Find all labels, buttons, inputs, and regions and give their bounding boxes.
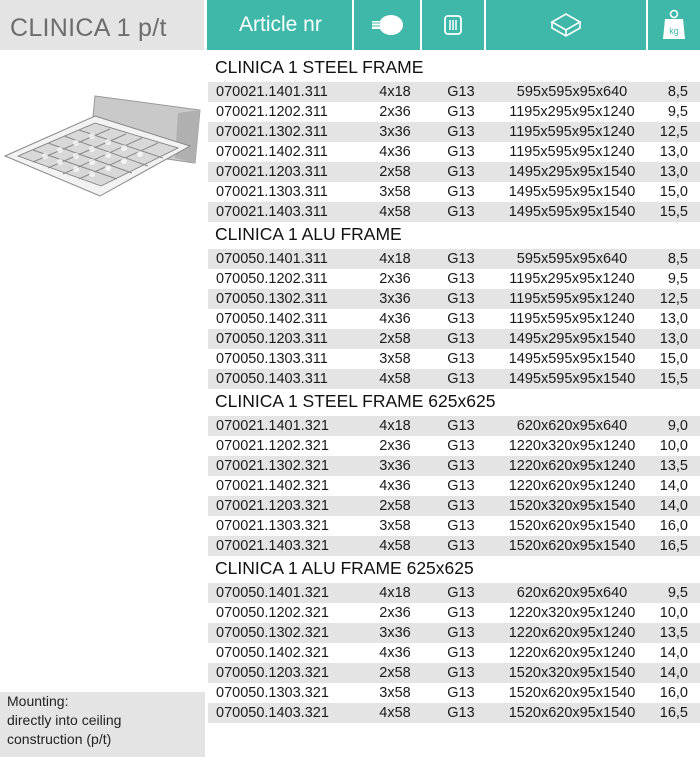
table-row [208,182,700,202]
socket-type-cell: G13 [447,84,475,100]
lamp-type-cell: 2x36 [379,271,411,287]
dimensions-cell: 1220x620x95x1240 [508,645,636,661]
dimensions-cell: 620x620x95x640 [516,418,628,434]
article-number-cell: 070021.1401.321 [216,418,329,434]
table-row [208,369,700,389]
lamp-type-cell: 3x58 [379,685,411,701]
dimensions-cell: 1220x620x95x1240 [508,478,636,494]
socket-type-cell: G13 [447,478,475,494]
mounting-text-line: directly into ceiling [7,712,122,728]
weight-cell: 14,0 [659,478,688,494]
dimensions-cell: 1495x595x95x1540 [508,204,636,220]
dimensions-cell: 1220x320x95x1240 [508,605,636,621]
article-number-cell: 070021.1403.321 [216,538,329,554]
dimensions-cell: 1195x595x95x1240 [509,311,635,327]
article-number-cell: 070021.1402.321 [216,478,329,494]
dimensions-cell: 1495x595x95x1540 [508,351,636,367]
weight-cell: 16,0 [659,518,688,534]
lamp-type-cell: 3x58 [379,184,411,200]
socket-type-cell: G13 [447,291,475,307]
dimensions-cell: 620x620x95x640 [516,585,628,601]
article-number-cell: 070021.1302.311 [216,124,328,140]
socket-type-cell: G13 [447,271,475,287]
lamp-type-cell: 2x58 [379,331,411,347]
table-row [208,416,700,436]
weight-cell: 9,5 [667,104,688,120]
socket-type-cell: G13 [447,458,475,474]
box-dimensions-icon [484,0,646,50]
table-row [208,202,700,222]
article-number-cell: 070021.1303.321 [216,518,329,534]
table-row [208,122,700,142]
article-nr-header: Article nr [205,0,352,50]
table-row [208,269,700,289]
table-row [208,683,700,703]
table-row [208,603,700,623]
lamp-type-cell: 2x58 [379,498,411,514]
weight-cell: 9,5 [667,585,688,601]
mounting-text-line: construction (p/t) [7,731,112,747]
article-number-cell: 070050.1403.321 [216,705,329,721]
article-number-cell: 070021.1203.311 [216,164,328,180]
weight-cell: 12,5 [659,124,688,140]
socket-type-cell: G13 [447,625,475,641]
lamp-type-cell: 3x36 [379,291,411,307]
socket-type-cell: G13 [447,124,475,140]
page-title: CLINICA 1 p/t [0,0,204,50]
dimensions-cell: 1195x295x95x1240 [509,104,635,120]
table-row [208,309,700,329]
lamp-type-cell: 4x58 [379,538,411,554]
article-number-cell: 070021.1303.311 [216,184,328,200]
weight-cell: 16,5 [659,538,688,554]
socket-type-cell: G13 [447,204,475,220]
article-number-cell: 070050.1303.311 [216,351,328,367]
socket-type-cell: G13 [447,685,475,701]
article-number-cell: 070050.1402.311 [216,311,328,327]
article-number-cell: 070021.1202.311 [216,104,328,120]
dimensions-cell: 1520x620x95x1540 [508,705,636,721]
article-number-cell: 070050.1202.321 [216,605,329,621]
lamp-type-cell: 4x18 [379,251,411,267]
socket-type-cell: G13 [447,438,475,454]
article-number-cell: 070021.1403.311 [216,204,328,220]
socket-type-cell: G13 [447,164,475,180]
weight-cell: 14,0 [659,498,688,514]
dimensions-cell: 1195x595x95x1240 [509,291,635,307]
lamp-type-cell: 3x58 [379,351,411,367]
weight-cell: 13,0 [659,311,688,327]
weight-cell: 14,0 [659,645,688,661]
table-row [208,583,700,603]
weight-cell: 10,0 [659,438,688,454]
mounting-note [0,692,205,757]
weight-icon [646,0,700,50]
socket-type-cell: G13 [447,418,475,434]
table-row [208,162,700,182]
weight-cell: 9,5 [667,271,688,287]
table-row [208,643,700,663]
dimensions-cell: 1195x295x95x1240 [509,271,635,287]
weight-cell: 15,5 [659,204,688,220]
table-row [208,623,700,643]
table-row [208,476,700,496]
socket-type-cell: G13 [447,104,475,120]
lamp-type-cell: 2x36 [379,104,411,120]
article-number-cell: 070050.1403.311 [216,371,328,387]
weight-cell: 15,5 [659,371,688,387]
weight-cell: 12,5 [659,291,688,307]
table-row [208,456,700,476]
table-row [208,289,700,309]
dimensions-cell: 1495x295x95x1540 [508,164,636,180]
dimensions-cell: 1495x595x95x1540 [508,184,636,200]
table-row [208,703,700,723]
socket-type-cell: G13 [447,605,475,621]
weight-cell: 15,0 [659,184,688,200]
lamp-type-cell: 4x36 [379,478,411,494]
article-number-cell: 070050.1302.311 [216,291,328,307]
table-row [208,102,700,122]
article-number-cell: 070021.1202.321 [216,438,329,454]
section-title: CLINICA 1 ALU FRAME 625x625 [215,558,474,578]
article-number-cell: 070021.1302.321 [216,458,329,474]
section-title: CLINICA 1 STEEL FRAME 625x625 [215,391,496,411]
article-number-cell: 070021.1402.311 [216,144,328,160]
lamp-type-cell: 4x18 [379,84,411,100]
dimensions-cell: 1495x295x95x1540 [508,331,636,347]
socket-type-cell: G13 [447,585,475,601]
dimensions-cell: 1220x320x95x1240 [508,438,636,454]
lamp-type-cell: 3x36 [379,458,411,474]
article-number-cell: 070050.1401.311 [216,251,328,267]
weight-label: kg [669,26,679,36]
socket-icon [420,0,484,50]
article-number-cell: 070050.1203.321 [216,665,329,681]
socket-type-cell: G13 [447,518,475,534]
article-number-cell: 070050.1302.321 [216,625,329,641]
section-title: CLINICA 1 STEEL FRAME [215,57,424,77]
socket-type-cell: G13 [447,645,475,661]
article-number-cell: 070050.1203.311 [216,331,328,347]
dimensions-cell: 1495x595x95x1540 [508,371,636,387]
lamp-type-cell: 3x36 [379,625,411,641]
lamp-type-cell: 3x36 [379,124,411,140]
socket-type-cell: G13 [447,251,475,267]
table-row [208,496,700,516]
socket-type-cell: G13 [447,705,475,721]
lamp-icon [352,0,420,50]
table-row [208,249,700,269]
mounting-label: Mounting: [7,693,69,709]
weight-cell: 13,5 [659,458,688,474]
lamp-type-cell: 2x58 [379,665,411,681]
dimensions-cell: 1220x620x95x1240 [508,625,636,641]
lamp-type-cell: 4x58 [379,204,411,220]
socket-type-cell: G13 [447,538,475,554]
lamp-type-cell: 4x58 [379,705,411,721]
socket-type-cell: G13 [447,331,475,347]
dimensions-cell: 595x595x95x640 [516,251,628,267]
dimensions-cell: 1520x620x95x1540 [508,685,636,701]
lamp-type-cell: 2x36 [379,605,411,621]
section-title: CLINICA 1 ALU FRAME [215,224,402,244]
lamp-type-cell: 4x36 [379,311,411,327]
lamp-type-cell: 4x18 [379,418,411,434]
lamp-type-cell: 2x58 [379,164,411,180]
weight-cell: 16,0 [659,685,688,701]
socket-type-cell: G13 [447,144,475,160]
lamp-type-cell: 4x58 [379,371,411,387]
socket-type-cell: G13 [447,351,475,367]
socket-type-cell: G13 [447,184,475,200]
weight-cell: 13,0 [659,164,688,180]
dimensions-cell: 1520x320x95x1540 [508,498,636,514]
weight-cell: 14,0 [659,665,688,681]
table-row [208,536,700,556]
article-number-cell: 070050.1202.311 [216,271,328,287]
lamp-type-cell: 4x36 [379,144,411,160]
article-number-cell: 070021.1401.311 [216,84,328,100]
article-number-cell: 070050.1401.321 [216,585,329,601]
table-row [208,329,700,349]
weight-cell: 8,5 [667,84,688,100]
product-image [0,88,205,198]
socket-type-cell: G13 [447,665,475,681]
dimensions-cell: 1195x595x95x1240 [509,144,635,160]
dimensions-cell: 1220x620x95x1240 [508,458,636,474]
product-tables [208,55,700,723]
lamp-type-cell: 4x36 [379,645,411,661]
weight-cell: 9,0 [667,418,688,434]
table-row [208,436,700,456]
weight-cell: 13,5 [659,625,688,641]
table-row [208,142,700,162]
lamp-type-cell: 3x58 [379,518,411,534]
lamp-type-cell: 2x36 [379,438,411,454]
table-row [208,349,700,369]
weight-cell: 8,5 [667,251,688,267]
dimensions-cell: 1520x320x95x1540 [508,665,636,681]
article-number-cell: 070021.1203.321 [216,498,329,514]
dimensions-cell: 1195x595x95x1240 [509,124,635,140]
socket-type-cell: G13 [447,371,475,387]
weight-cell: 15,0 [659,351,688,367]
weight-cell: 10,0 [659,605,688,621]
article-number-cell: 070050.1402.321 [216,645,329,661]
table-row [208,663,700,683]
table-row [208,82,700,102]
socket-type-cell: G13 [447,311,475,327]
dimensions-cell: 1520x620x95x1540 [508,518,636,534]
table-row [208,516,700,536]
dimensions-cell: 595x595x95x640 [516,84,628,100]
weight-cell: 13,0 [659,331,688,347]
lamp-type-cell: 4x18 [379,585,411,601]
dimensions-cell: 1520x620x95x1540 [508,538,636,554]
article-number-cell: 070050.1303.321 [216,685,329,701]
weight-cell: 13,0 [659,144,688,160]
weight-cell: 16,5 [659,705,688,721]
socket-type-cell: G13 [447,498,475,514]
